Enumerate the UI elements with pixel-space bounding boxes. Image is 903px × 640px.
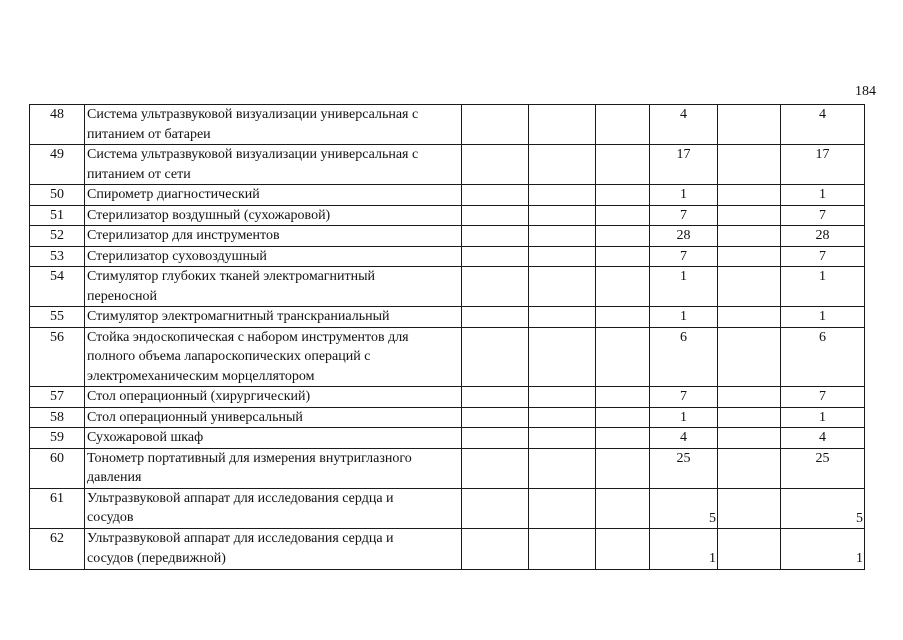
row-number: 50 <box>30 185 85 206</box>
equipment-name <box>85 529 462 570</box>
row-number: 62 <box>30 529 85 570</box>
blank-cell-col4 <box>529 407 596 428</box>
blank-cell-col7 <box>718 448 781 488</box>
blank-cell-col7 <box>718 246 781 267</box>
blank-cell-col3 <box>462 145 529 185</box>
blank-cell-col5 <box>596 448 650 488</box>
blank-cell-col3 <box>462 246 529 267</box>
quantity-cell: 7 <box>650 205 718 226</box>
equipment-name <box>85 185 462 206</box>
equipment-name-line: Стимулятор глубоких тканей электромагнитный <box>87 269 376 284</box>
equipment-name-line: питанием от сети <box>87 166 191 182</box>
blank-cell-col7 <box>718 205 781 226</box>
quantity-cell: 7 <box>650 387 718 408</box>
row-number: 54 <box>30 267 85 307</box>
blank-cell-col5 <box>596 205 650 226</box>
blank-cell-col4 <box>529 387 596 408</box>
blank-cell-col4 <box>529 529 596 570</box>
table-row <box>30 226 865 247</box>
equipment-name <box>85 307 462 328</box>
blank-cell-col7 <box>718 145 781 185</box>
row-number: 60 <box>30 448 85 488</box>
blank-cell-col4 <box>529 105 596 145</box>
equipment-name-line: Стойка эндоскопическая с набором инструментов для <box>87 329 409 345</box>
table-row <box>30 529 865 570</box>
table-row <box>30 448 865 488</box>
blank-cell-col7 <box>718 407 781 428</box>
table-row <box>30 307 865 328</box>
blank-cell-col3 <box>462 267 529 307</box>
table-row <box>30 327 865 387</box>
table-row <box>30 267 865 307</box>
blank-cell-col4 <box>529 327 596 387</box>
blank-cell-col3 <box>462 185 529 206</box>
blank-cell-col3 <box>462 407 529 428</box>
blank-cell-col3 <box>462 529 529 570</box>
table-row <box>30 246 865 267</box>
total-quantity-cell: 7 <box>781 246 865 267</box>
blank-cell-col4 <box>529 307 596 328</box>
blank-cell-col4 <box>529 185 596 206</box>
blank-cell-col5 <box>596 226 650 247</box>
equipment-name-line: Стол операционный универсальный <box>87 409 303 425</box>
equipment-name <box>85 327 462 387</box>
total-quantity-cell: 7 <box>781 387 865 408</box>
blank-cell-col5 <box>596 387 650 408</box>
blank-cell-col7 <box>718 529 781 570</box>
table-row <box>30 387 865 408</box>
table-row <box>30 145 865 185</box>
quantity-cell: 5 <box>650 488 718 529</box>
quantity-cell: 4 <box>650 105 718 145</box>
quantity-cell: 1 <box>650 407 718 428</box>
table-row <box>30 205 865 226</box>
equipment-name-line: Стерилизатор воздушный (сухожаровой) <box>87 207 331 223</box>
equipment-name <box>85 105 462 145</box>
blank-cell-col3 <box>462 387 529 408</box>
blank-cell-col4 <box>529 428 596 449</box>
blank-cell-col7 <box>718 387 781 408</box>
quantity-cell: 4 <box>650 428 718 449</box>
quantity-cell: 17 <box>650 145 718 185</box>
blank-cell-col7 <box>718 307 781 328</box>
equipment-name-line: Тонометр портативный для измерения внутриглазного <box>87 450 412 466</box>
equipment-name <box>85 246 462 267</box>
quantity-cell: 7 <box>650 246 718 267</box>
blank-cell-col3 <box>462 448 529 488</box>
table-body <box>30 105 865 570</box>
equipment-name-line: сосудов <box>87 510 134 525</box>
equipment-name-line: Стерилизатор для инструментов <box>87 228 280 243</box>
equipment-name-line: переносной <box>87 288 157 304</box>
blank-cell-col4 <box>529 246 596 267</box>
blank-cell-col7 <box>718 185 781 206</box>
blank-cell-col4 <box>529 205 596 226</box>
equipment-name <box>85 448 462 488</box>
equipment-name <box>85 145 462 185</box>
equipment-name-line: Система ультразвуковой визуализации универсальная с <box>87 147 419 162</box>
blank-cell-col3 <box>462 307 529 328</box>
row-number: 52 <box>30 226 85 247</box>
equipment-name-line: Стерилизатор суховоздушный <box>87 248 267 264</box>
equipment-name-line: Спирометр диагностический <box>87 187 260 202</box>
row-number: 48 <box>30 105 85 145</box>
total-quantity-cell: 6 <box>781 327 865 387</box>
quantity-cell: 1 <box>650 185 718 206</box>
quantity-cell: 25 <box>650 448 718 488</box>
total-quantity-cell: 1 <box>781 529 865 570</box>
blank-cell-col5 <box>596 529 650 570</box>
equipment-table <box>29 104 865 570</box>
equipment-name-line: Ультразвуковой аппарат для исследования сердца и <box>87 531 394 546</box>
total-quantity-cell: 4 <box>781 428 865 449</box>
table-row <box>30 185 865 206</box>
row-number: 61 <box>30 488 85 529</box>
row-number: 49 <box>30 145 85 185</box>
equipment-name <box>85 387 462 408</box>
page-number: 184 <box>855 84 876 99</box>
blank-cell-col4 <box>529 488 596 529</box>
table-row <box>30 105 865 145</box>
blank-cell-col5 <box>596 185 650 206</box>
equipment-name-line: Стол операционный (хирургический) <box>87 389 311 404</box>
total-quantity-cell: 1 <box>781 407 865 428</box>
equipment-name-line: Система ультразвуковой визуализации универсальная с <box>87 107 419 122</box>
row-number: 57 <box>30 387 85 408</box>
equipment-name <box>85 428 462 449</box>
table-row <box>30 488 865 529</box>
row-number: 59 <box>30 428 85 449</box>
quantity-cell: 1 <box>650 267 718 307</box>
total-quantity-cell: 1 <box>781 267 865 307</box>
total-quantity-cell: 28 <box>781 226 865 247</box>
blank-cell-col5 <box>596 327 650 387</box>
equipment-name-line: сосудов (передвижной) <box>87 550 226 566</box>
blank-cell-col3 <box>462 226 529 247</box>
quantity-cell: 1 <box>650 307 718 328</box>
quantity-cell: 28 <box>650 226 718 247</box>
blank-cell-col7 <box>718 105 781 145</box>
table-row <box>30 428 865 449</box>
blank-cell-col5 <box>596 145 650 185</box>
blank-cell-col7 <box>718 428 781 449</box>
equipment-name-line: давления <box>87 470 142 485</box>
equipment-name <box>85 488 462 529</box>
row-number: 56 <box>30 327 85 387</box>
blank-cell-col4 <box>529 448 596 488</box>
blank-cell-col5 <box>596 307 650 328</box>
blank-cell-col5 <box>596 428 650 449</box>
blank-cell-col3 <box>462 205 529 226</box>
blank-cell-col5 <box>596 267 650 307</box>
blank-cell-col5 <box>596 246 650 267</box>
blank-cell-col3 <box>462 488 529 529</box>
row-number: 51 <box>30 205 85 226</box>
blank-cell-col3 <box>462 327 529 387</box>
quantity-cell: 1 <box>650 529 718 570</box>
row-number: 55 <box>30 307 85 328</box>
equipment-name <box>85 407 462 428</box>
total-quantity-cell: 25 <box>781 448 865 488</box>
blank-cell-col7 <box>718 267 781 307</box>
blank-cell-col3 <box>462 105 529 145</box>
equipment-name-line: Ультразвуковой аппарат для исследования сердца и <box>87 490 394 506</box>
blank-cell-col7 <box>718 327 781 387</box>
equipment-name-line: Сухожаровой шкаф <box>87 430 204 445</box>
blank-cell-col5 <box>596 488 650 529</box>
equipment-name <box>85 205 462 226</box>
blank-cell-col5 <box>596 105 650 145</box>
blank-cell-col7 <box>718 488 781 529</box>
equipment-name-line: электромеханическим морцеллятором <box>87 368 315 384</box>
table-row <box>30 407 865 428</box>
total-quantity-cell: 4 <box>781 105 865 145</box>
blank-cell-col5 <box>596 407 650 428</box>
blank-cell-col4 <box>529 267 596 307</box>
quantity-cell: 6 <box>650 327 718 387</box>
total-quantity-cell: 7 <box>781 205 865 226</box>
total-quantity-cell: 1 <box>781 185 865 206</box>
equipment-name <box>85 267 462 307</box>
blank-cell-col3 <box>462 428 529 449</box>
equipment-name-line: питанием от батареи <box>87 126 211 142</box>
row-number: 58 <box>30 407 85 428</box>
blank-cell-col4 <box>529 226 596 247</box>
equipment-name-line: Стимулятор электромагнитный транскраниальный <box>87 309 390 324</box>
total-quantity-cell: 5 <box>781 488 865 529</box>
equipment-name <box>85 226 462 247</box>
total-quantity-cell: 1 <box>781 307 865 328</box>
blank-cell-col4 <box>529 145 596 185</box>
blank-cell-col7 <box>718 226 781 247</box>
total-quantity-cell: 17 <box>781 145 865 185</box>
equipment-name-line: полного объема лапароскопических операций с <box>87 349 371 364</box>
row-number: 53 <box>30 246 85 267</box>
